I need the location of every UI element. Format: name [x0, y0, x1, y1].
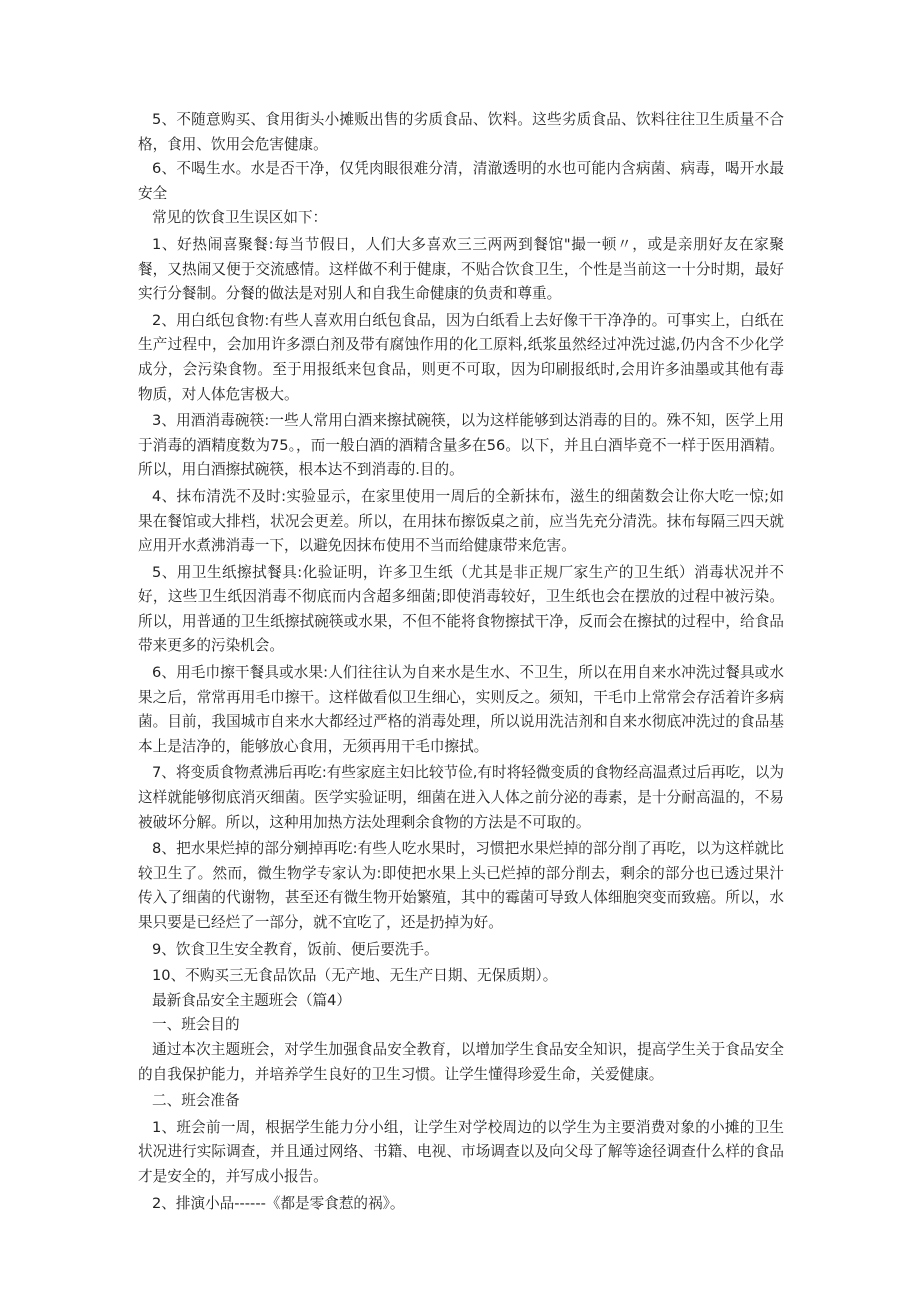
paragraph-misconception-4: 4、抹布清洗不及时:实验显示，在家里使用一周后的全新抹布，滋生的细菌数会让你大吃一惊;如果在餐馆或大排档，状况会更差。所以，在用抹布擦饭桌之前，应当先充分清洗。抹布每隔三四天就应用开水煮沸消毒一下，以避免因抹布使用不当而给健康带来危害。 [138, 487, 784, 555]
paragraph-rule-5: 5、不随意购买、食用街头小摊贩出售的劣质食品、饮料。这些劣质食品、饮料往往卫生质量不合格，食用、饮用会危害健康。 [138, 111, 784, 153]
paragraph-misconceptions-intro: 常见的饮食卫生误区如下： [152, 209, 328, 227]
paragraph-misconception-1: 1、好热闹喜聚餐:每当节假日，人们大多喜欢三三两两到餐馆"撮一顿〃，或是亲朋好友在家聚餐，又热闹又便于交流感情。这样做不利于健康，不贴合饮食卫生，个性是当前这一十分时期，最好实行分餐制。分餐的做法是对别人和自我生命健康的负责和尊重。 [138, 235, 784, 303]
paragraph-rule-6: 6、不喝生水。水是否干净，仅凭肉眼很难分清，清澈透明的水也可能内含病菌、病毒，喝开水最安全 [138, 160, 784, 202]
heading-class-preparation: 二、班会准备 [152, 1092, 240, 1110]
section-title: 最新食品安全主题班会（篇4） [152, 991, 352, 1009]
paragraph-misconception-8: 8、把水果烂掉的部分剜掉再吃:有些人吃水果时，习惯把水果烂掉的部分削了再吃，以为这样就比较卫生了。然而，微生物学专家认为:即使把水果上头已烂掉的部分削去，剩余的部分也已透过果汁传入了细菌的代谢物，甚至还有微生物开始繁殖，其中的霉菌可导致人体细胞突变而致癌。所以，水果只要是已经烂了一部分，就不宜吃了，还是扔掉为好。 [138, 840, 784, 931]
paragraph-item-10: 10、不购买三无食品饮品（无产地、无生产日期、无保质期）。 [152, 967, 558, 985]
paragraph-preparation-2: 2、排演小品------《都是零食惹的祸》。 [152, 1194, 405, 1212]
paragraph-misconception-3: 3、用酒消毒碗筷:一些人常用白酒来擦拭碗筷，以为这样能够到达消毒的目的。殊不知，医学上用于消毒的酒精度数为75。，而一般白酒的酒精含量多在56。以下，并且白酒毕竟不一样于医用酒精。所以，用白酒擦拭碗筷，根本达不到消毒的.目的。 [138, 412, 784, 479]
paragraph-misconception-6: 6、用毛巾擦干餐具或水果:人们往往认为自来水是生水、不卫生，所以在用自来水冲洗过餐具或水果之后，常常再用毛巾擦干。这样做看似卫生细心，实则反之。须知，干毛巾上常常会存活着许多病菌。目前，我国城市自来水大都经过严格的消毒处理，所以说用洗洁剂和自来水彻底冲洗过的食品基本上是洁净的，能够放心食用，无须再用干毛巾擦拭。 [138, 664, 784, 755]
paragraph-misconception-7: 7、将变质食物煮沸后再吃:有些家庭主妇比较节俭,有时将轻微变质的食物经高温煮过后再吃，以为这样就能够彻底消灭细菌。医学实验证明，细菌在进入人体之前分泌的毒素，是十分耐高温的，不易被破坏分解。所以，这种用加热方法处理剩余食物的方法是不可取的。 [138, 764, 784, 831]
paragraph-item-9: 9、饮食卫生安全教育，饭前、便后要洗手。 [152, 940, 439, 958]
paragraph-preparation-1: 1、班会前一周，根据学生能力分小组，让学生对学校周边的以学生为主要消费对象的小摊的卫生状况进行实际调查，并且通过网络、书籍、电视、市场调查以及向父母了解等途径调查什么样的食品才是安全的，并写成小报告。 [138, 1118, 784, 1185]
document-page [138, 108, 784, 1216]
paragraph-misconception-2: 2、用白纸包食物:有些人喜欢用白纸包食品，因为白纸看上去好像干干净净的。可事实上，白纸在生产过程中，会加用许多漂白剂及带有腐蚀作用的化工原料,纸浆虽然经过冲洗过滤,仍内含不少化学成分，会污染食物。至于用报纸来包食品，则更不可取，因为印刷报纸时,会用许多油墨或其他有毒物质，对人体危害极大。 [138, 311, 784, 403]
paragraph-misconception-5: 5、用卫生纸擦拭餐具:化验证明，许多卫生纸（尤其是非正规厂家生产的卫生纸）消毒状况并不好，这些卫生纸因消毒不彻底而内含超多细菌;即使消毒较好，卫生纸也会在摆放的过程中被污染。所以，用普通的卫生纸擦拭碗筷或水果，不但不能将食物擦拭干净，反而会在擦拭的过程中，给食品带来更多的污染机会。 [138, 563, 784, 655]
paragraph-class-goal: 通过本次主题班会，对学生加强食品安全教育，以增加学生食品安全知识，提高学生关于食品安全的自我保护能力，并培养学生良好的卫生习惯。让学生懂得珍爱生命，关爱健康。 [138, 1040, 784, 1083]
heading-class-goal: 一、班会目的 [152, 1016, 240, 1034]
